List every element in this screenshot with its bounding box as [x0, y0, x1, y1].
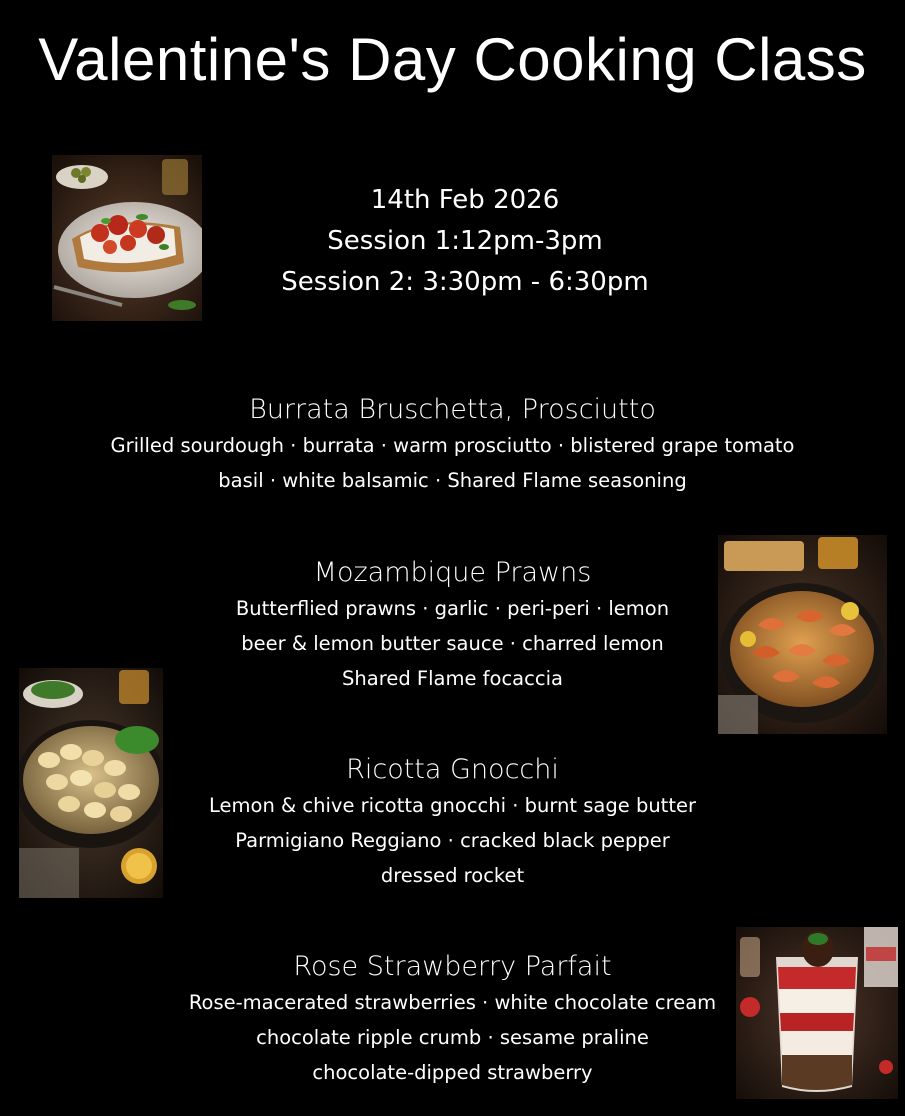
dish-description: Lemon & chive ricotta gnocchi · burnt sage butter: [209, 794, 696, 817]
dish-description: beer & lemon butter sauce · charred lemon: [241, 632, 664, 655]
dish-name: Rose Strawberry Parfait: [293, 951, 612, 982]
menu-item-gnocchi: [40, 752, 865, 893]
session-1: Session 1:12pm-3pm: [327, 226, 603, 256]
menu-item-bruschetta: [40, 392, 865, 498]
dish-description: Parmigiano Reggiano · cracked black pepper: [235, 829, 670, 852]
dish-description: chocolate-dipped strawberry: [312, 1061, 593, 1084]
dish-description: chocolate ripple crumb · sesame praline: [256, 1026, 649, 1049]
dish-name: Ricotta Gnocchi: [346, 754, 559, 785]
page-title: Valentine's Day Cooking Class: [38, 26, 867, 93]
session-2: Session 2: 3:30pm - 6:30pm: [281, 267, 649, 297]
dish-description: basil · white balsamic · Shared Flame seasoning: [218, 469, 687, 492]
menu-item-prawns: [40, 555, 865, 696]
dish-description: Grilled sourdough · burrata · warm prosciutto · blistered grape tomato: [110, 434, 795, 457]
dish-description: dressed rocket: [380, 864, 525, 887]
event-info: [230, 180, 700, 303]
dish-description: Rose-macerated strawberries · white chocolate cream: [188, 991, 717, 1014]
event-date: 14th Feb 2026: [370, 185, 560, 215]
dish-name: Mozambique Prawns: [313, 557, 592, 588]
dish-description: Shared Flame focaccia: [342, 667, 563, 690]
dish-description: Butterflied prawns · garlic · peri-peri · lemon: [235, 597, 670, 620]
dish-name: Burrata Bruschetta, Prosciutto: [249, 394, 656, 425]
menu-item-parfait: [40, 949, 865, 1090]
bruschetta-photo: [52, 155, 202, 321]
